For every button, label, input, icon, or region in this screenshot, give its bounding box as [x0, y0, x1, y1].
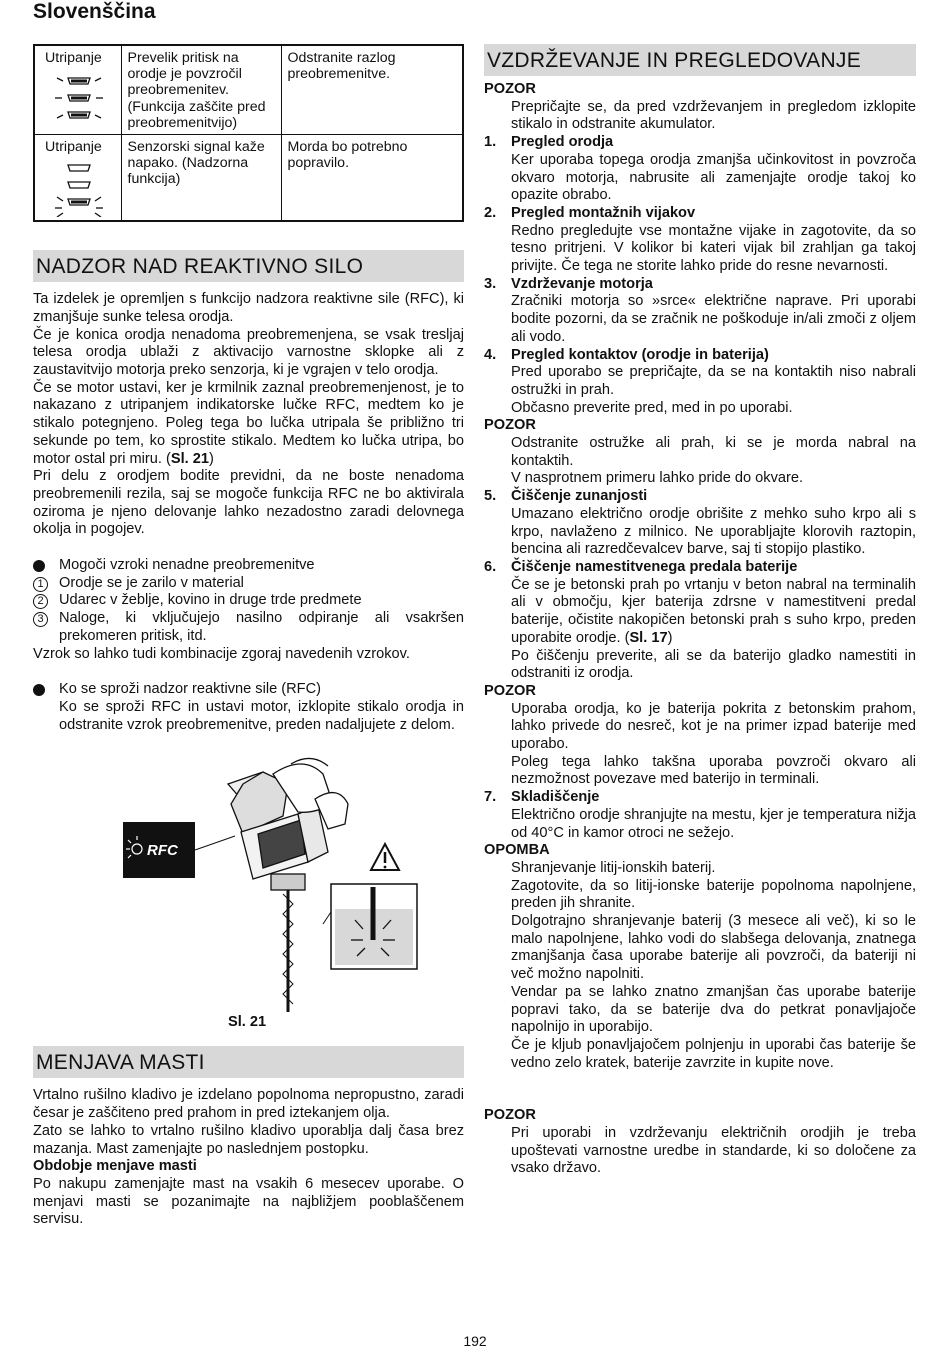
list-item: 1 Orodje se je zarilo v material [33, 575, 464, 593]
action-cell: Morda bo potrebno popravilo. [281, 135, 463, 222]
cause-cell: Prevelik pritisk na orodje je povzročil preobremenitev. (Funkcija zaščite pred preobremenitvijo) [121, 45, 281, 135]
table-row [34, 135, 463, 222]
table-row [34, 45, 463, 135]
list-item: 2 Udarec v žeblje, kovino in druge trde predmete [33, 592, 464, 610]
figure-21 [33, 734, 464, 1031]
list-item: 1. Pregled orodja [484, 134, 614, 151]
status-table [33, 44, 464, 222]
caution-label: POZOR [484, 417, 536, 434]
led-blinking-all-icon [55, 72, 103, 128]
bullet-icon [33, 560, 45, 572]
list-item: Mogoči vzroki nenadne preobremenitve [33, 557, 464, 575]
figure-reference: Sl. 17 [629, 629, 668, 646]
indication-cell: Utripanje [34, 135, 121, 222]
caution-label: POZOR [484, 1107, 536, 1124]
rfc-badge-text: RFC [147, 842, 178, 860]
cause-cell: Senzorski signal kaže napako. (Nadzorna funkcija) [121, 135, 281, 222]
list-item: 3. Vzdrževanje motorja [484, 275, 653, 292]
grease-paragraph: Zato se lahko to vrtalno rušilno kladivo uporablja dalj časa brez mazanja. Mast zamenjajte po naslednjem postopku. [33, 1122, 464, 1157]
note-label: OPOMBA [484, 842, 550, 859]
grease-paragraph: Vrtalno rušilno kladivo je izdelano popolnoma nepropustno, zaradi česar je zaščiteno pred prahom in pred iztekanjem olja. [33, 1087, 464, 1122]
bullet-icon [33, 684, 45, 696]
page-number: 192 [463, 1333, 487, 1349]
caution-label: POZOR [484, 682, 536, 699]
list-item: 4. Pregled kontaktov (orodje in baterija) [484, 346, 769, 363]
led-blinking-bottom-icon [55, 161, 103, 217]
figure-caption: Sl. 21 [228, 1014, 267, 1031]
list-item: Ko se sproži nadzor reaktivne sile (RFC) Ko se sproži RFC in ustavi motor, izklopite stikalo orodja in odstranite vzrok preobremenitve, preden nadaljujete z delom. [33, 681, 464, 734]
caution-label: POZOR [484, 81, 536, 97]
action-cell: Odstranite razlog preobremenitve. [281, 45, 463, 135]
list-item: 5. Čiščenje zunanjosti [484, 488, 648, 505]
list-item: 3 Naloge, ki vključujejo nasilno odpiranje ali vsakršen prekomeren pritisk, itd. [33, 610, 464, 645]
right-column: VZDRŽEVANJE IN PREGLEDOVANJE POZOR Prepričajte se, da pred vzdrževanjem in pregledom izklopite stikalo in odstranite akumulator. 1. Pregled orodja Ker uporaba topega orodja zmanjša učinkovitost in povzroča okvaro motorja, nabrusite ali zamenjajte orodje takoj ko opazite obrabo. 2. Pregled montažnih vijakov Redno pregledujte vse montažne vijake in zagotovite, da so tesno pritrjeni. V kolikor bi kateri vijak bil zrahljan ga takoj privijte. Če tega ne storite lahko pride do resne nevarnosti. 3. Vzdrževanje motorja Zračniki motorja so »srce« električne naprave. Pri uporabi bodite pozorni, da se zračnik ne poškoduje in/ali zmoči z oljem ali vodo. 4. Pregled kontaktov (orodje in baterija) Pred uporabo se prepričajte, da se na kontaktih niso nabrali ostružki in prah. Občasno preverite pred, med in po uporabi. POZOR Odstranite ostružke ali prah, ki se je morda nabral na kontaktih. V nasprotnem primeru lahko pride do okvare. 5. Čiščenje zunanjosti Umazano električno orodje obrišite z mehko suho krpo ali s krpo, navlaženo z milnico. Ne uporabljajte klorovih raztopin, bencina ali razredčevalcev barve, saj ti stopijo plastiko. 6. Čiščenje namestitvenega predala baterije Če se je betonski prah po vrtanju v beton nabral na terminalih ali v območju, kjer baterija zdrsne v namestitveni predal baterije, očistite nakopičen betonski prah s suho krpo, preden uporabite orodje. (Sl. 17) Po čiščenju preverite, ali se da baterijo gladko namestiti in odstraniti iz orodja. POZOR Uporaba orodja, ko je baterija pokrita z betonskim prahom, lahko privede do nesreč, kot je na primer izpad baterije med uporabo. Poleg tega lahko takšna uporaba povzroči okvaro ali nezmožnost povezave med baterijo in terminali. 7. Skladiščenje Električno orodje shranjujte na mestu, kjer je temperatura nižja od 40°C in kamor otroci ne sežejo. OPOMBA Shranjevanje litij-ionskih baterij. Zagotovite, da so litij-ionske baterije popolnoma napolnjene, preden jih shranite. Dolgotrajno shranjevanje baterij (3 mesece ali več), ki so le malo napolnjene, lahko vodi do slabšega delovanja, znatnega zmanjšanja časa uporabe baterije ali povzroči, da bateriji ni več možno napolniti. Vendar pa se lahko znatno zmanjšan čas uporabe baterije popravi tako, da se baterije dva do petkrat ponavljajoče napolnijo in uporabijo. Če je kljub ponavljajočem polnjenju in uporabi čas baterije še vedno zelo kratek, baterije zavrzite in kupite nove. POZOR Pri uporabi in vzdrževanju električnih orodjih je treba upoštevati varnostne uredbe in standarde, ki so določene za vsako državo. [484, 44, 916, 1178]
rfc-paragraph: Pri delu z orodjem bodite previdni, da ne boste nenadoma preobremenili rezila, saj se mogoče funkcija RFC ne bo aktivirala oziroma je njeno delovanje lahko nezadostno zaradi delovnega okolja in pogojev. [33, 468, 464, 538]
maintenance-heading: VZDRŽEVANJE IN PREGLEDOVANJE [484, 44, 916, 76]
maintenance-paragraph: Prepričajte se, da pred vzdrževanjem in pregledom izklopite stikalo in odstranite akumulator. [511, 98, 916, 133]
rfc-paragraph: Ta izdelek je opremljen s funkcijo nadzora reaktivne sile (RFC), ki zmanjšuje sunke telesa orodja. [33, 291, 464, 325]
rfc-paragraph: Vzrok so lahko tudi kombinacije zgoraj navedenih vzrokov. [33, 645, 410, 662]
grease-subheading: Obdobje menjave masti [33, 1158, 197, 1175]
list-item: 7. Skladiščenje [484, 789, 600, 806]
rfc-paragraph: Če se motor ustavi, ker je krmilnik zaznal preobremenjenost, je to nakazano z utripanjem indikatorske lučke RFC, medtem ko je stikalo potegnjeno. Poleg tega bo lučka utripala še približno tri sekunde po tem, ko sprostite stikalo. Medtem ko lučka utripa, bo motor ostal pri miru. (Sl. 21) [33, 379, 464, 467]
grease-paragraph: Po nakupu zamenjajte mast na vsakih 6 mesecev uporabe. O menjavi masti se pozanimajte na najbližjem pooblaščenem servisu. [33, 1175, 464, 1228]
indication-cell: Utripanje [34, 45, 121, 135]
list-item: 2. Pregled montažnih vijakov [484, 204, 696, 221]
grease-heading: MENJAVA MASTI [33, 1046, 464, 1078]
rfc-paragraph: Če je konica orodja nenadoma preobremenjena, se vsak tresljaj telesa orodja ublaži z aktivacijo varnostne sklopke ali z zaustavitvijo motorja preko senzorja, ki je vgrajen v telo orodja. [33, 326, 464, 379]
left-column [33, 44, 464, 1229]
list-item: 6. Čiščenje namestitvenega predala baterije [484, 558, 798, 575]
rfc-heading: NADZOR NAD REAKTIVNO SILO [33, 250, 464, 282]
figure-reference: Sl. 21 [170, 450, 209, 467]
language-header: Slovenščina [33, 0, 156, 23]
hammer-drill-illustration [123, 744, 423, 1012]
